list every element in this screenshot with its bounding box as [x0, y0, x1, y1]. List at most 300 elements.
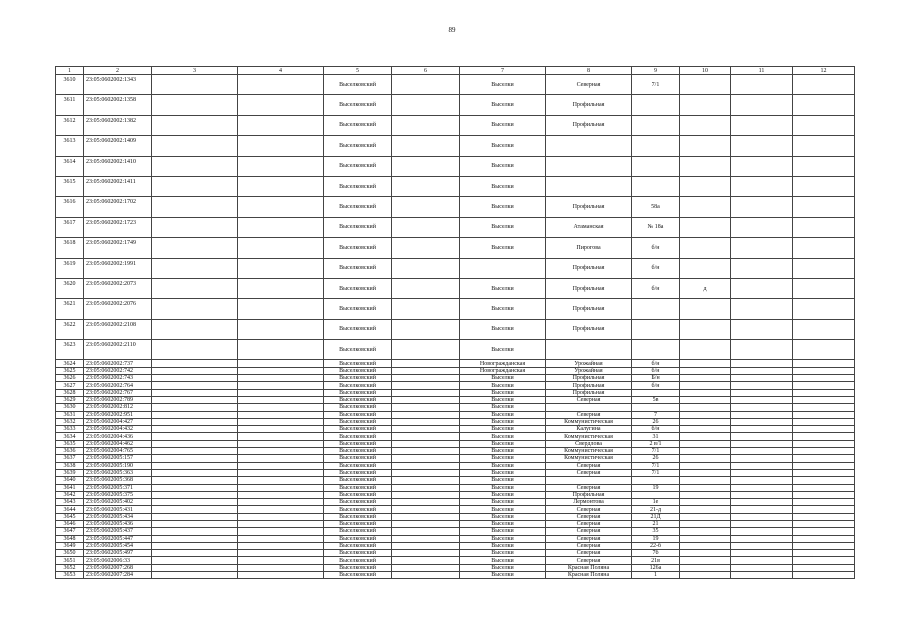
table-row-col-5: Выселковский [324, 528, 392, 535]
table-row-col-10 [680, 484, 731, 491]
table-row-col-5: Выселковский [324, 513, 392, 520]
table-row-col-5: Выселковский [324, 542, 392, 549]
table-row-col-10 [680, 418, 731, 425]
table-row-col-2: 23:05:0602002:1343 [84, 75, 152, 95]
table-row-col-6 [392, 506, 460, 513]
table-row-col-7: Выселки [460, 411, 546, 418]
table-row-col-3 [152, 557, 238, 564]
table-row-col-1: 3628 [56, 389, 84, 396]
table-row-col-9: 7/1 [632, 448, 680, 455]
table-row-col-10 [680, 433, 731, 440]
table-row-col-8: Северная [546, 557, 632, 564]
table-row-col-11 [731, 550, 793, 557]
table-row-col-8: Коммунистическая [546, 455, 632, 462]
table-row-col-1: 3643 [56, 499, 84, 506]
table-row-col-9: 21в [632, 557, 680, 564]
table-row-col-10 [680, 217, 731, 237]
table-row-col-1: 3641 [56, 484, 84, 491]
table-row-col-1: 3640 [56, 477, 84, 484]
table-row [56, 238, 855, 258]
table-row-col-2: 23:05:0602004:427 [84, 418, 152, 425]
header-row-col-10: 10 [680, 67, 731, 75]
table-row-col-5: Выселковский [324, 95, 392, 115]
table-row-col-8 [546, 340, 632, 360]
table-row-col-5: Выселковский [324, 557, 392, 564]
table-row-col-5: Выселковский [324, 340, 392, 360]
table-row-col-10 [680, 469, 731, 476]
table-row-col-3 [152, 448, 238, 455]
table-row-col-4 [238, 411, 324, 418]
table-row-col-8: Профильная [546, 197, 632, 217]
table-row-col-4 [238, 360, 324, 367]
table-row-col-1: 3633 [56, 426, 84, 433]
table-row-col-7: Выселки [460, 513, 546, 520]
table-row-col-1: 3649 [56, 542, 84, 549]
table-row-col-11 [731, 433, 793, 440]
table-row-col-1: 3644 [56, 506, 84, 513]
table-row-col-5: Выселковский [324, 156, 392, 176]
table-row-col-12 [793, 217, 855, 237]
table-row-col-4 [238, 499, 324, 506]
table-row-col-2: 23:05:0602002:742 [84, 367, 152, 374]
table-row-col-9: б/н [632, 367, 680, 374]
table-row-col-4 [238, 217, 324, 237]
table-row-col-12 [793, 462, 855, 469]
table-row-col-10 [680, 340, 731, 360]
table-row [56, 550, 855, 557]
table-row-col-6 [392, 550, 460, 557]
table-row-col-1: 3614 [56, 156, 84, 176]
table-row-col-1: 3648 [56, 535, 84, 542]
table-row-col-6 [392, 197, 460, 217]
table-row-col-5: Выселковский [324, 176, 392, 196]
table-row-col-7: Выселки [460, 156, 546, 176]
table-row-col-9: 1 [632, 572, 680, 579]
table-row-col-4 [238, 521, 324, 528]
table-row-col-3 [152, 572, 238, 579]
table-row-col-2: 23:05:0602002:1411 [84, 176, 152, 196]
table-row-col-2: 23:05:0602002:1991 [84, 258, 152, 278]
table-row-col-9: б/н [632, 426, 680, 433]
table-row-col-6 [392, 499, 460, 506]
table-row-col-12 [793, 557, 855, 564]
table-row [56, 115, 855, 135]
table-row-col-8: Профильная [546, 375, 632, 382]
table-row-col-12 [793, 340, 855, 360]
table-row-col-5: Выселковский [324, 258, 392, 278]
table-row-col-3 [152, 367, 238, 374]
table-row-col-1: 3647 [56, 528, 84, 535]
table-row-col-5: Выселковский [324, 564, 392, 571]
table-row-col-6 [392, 513, 460, 520]
table-row-col-1: 3635 [56, 440, 84, 447]
table-row-col-10 [680, 542, 731, 549]
table-row-col-6 [392, 426, 460, 433]
table-row-col-12 [793, 418, 855, 425]
table-row-col-11 [731, 340, 793, 360]
table-row-col-8 [546, 156, 632, 176]
table-row-col-11 [731, 404, 793, 411]
table-row-col-9: б/н [632, 360, 680, 367]
table-row [56, 278, 855, 298]
table-row [56, 418, 855, 425]
table-row-col-8: Северная [546, 550, 632, 557]
table-row-col-6 [392, 484, 460, 491]
table-row-col-3 [152, 462, 238, 469]
table-row-col-9 [632, 389, 680, 396]
table-row-col-8 [546, 404, 632, 411]
table-row-col-12 [793, 360, 855, 367]
table-row-col-10 [680, 258, 731, 278]
table-row-col-8: Северная [546, 535, 632, 542]
table-row-col-1: 3626 [56, 375, 84, 382]
table-row-col-9 [632, 299, 680, 319]
table-row-col-1: 3653 [56, 572, 84, 579]
table-row-col-3 [152, 115, 238, 135]
table-row-col-10 [680, 396, 731, 403]
table-row-col-9: б/н [632, 238, 680, 258]
table-row-col-1: 3618 [56, 238, 84, 258]
table-row-col-9 [632, 176, 680, 196]
table-row-col-10 [680, 550, 731, 557]
table-row-col-2: 23:05:0602004:436 [84, 433, 152, 440]
table-row-col-4 [238, 389, 324, 396]
table-row-col-8 [546, 136, 632, 156]
table-row-col-10 [680, 389, 731, 396]
table-row-col-9: 2 в/1 [632, 440, 680, 447]
header-row-col-2: 2 [84, 67, 152, 75]
table-row-col-8: Профильная [546, 115, 632, 135]
table-row [56, 176, 855, 196]
table-row-col-12 [793, 238, 855, 258]
table-row-col-12 [793, 389, 855, 396]
table-row-col-8: Северная [546, 528, 632, 535]
table-row-col-4 [238, 278, 324, 298]
table-row [56, 564, 855, 571]
table-row-col-7: Выселки [460, 217, 546, 237]
table-row-col-10 [680, 491, 731, 498]
table-row-col-10 [680, 95, 731, 115]
table-row-col-12 [793, 197, 855, 217]
table-row-col-7: Выселки [460, 382, 546, 389]
table-row-col-4 [238, 382, 324, 389]
table-row-col-4 [238, 491, 324, 498]
table-row-col-11 [731, 278, 793, 298]
table-row-col-2: 23:05:0602005:402 [84, 499, 152, 506]
table-row [56, 506, 855, 513]
table-row-col-6 [392, 367, 460, 374]
table-row-col-10 [680, 238, 731, 258]
table-row-col-9: б/н [632, 278, 680, 298]
table-row-col-9 [632, 340, 680, 360]
table-row-col-8 [546, 477, 632, 484]
table-row-col-10 [680, 299, 731, 319]
table-row-col-10 [680, 176, 731, 196]
table-row [56, 396, 855, 403]
table-row-col-8: Профильная [546, 319, 632, 339]
table-row-col-10 [680, 367, 731, 374]
table-row-col-12 [793, 477, 855, 484]
table-row-col-9: 19 [632, 535, 680, 542]
table-row [56, 411, 855, 418]
table-row-col-12 [793, 382, 855, 389]
table-row [56, 469, 855, 476]
table-row-col-9: 22-б [632, 542, 680, 549]
table-row-col-10 [680, 564, 731, 571]
table-row-col-7: Выселки [460, 278, 546, 298]
table-row-col-5: Выселковский [324, 469, 392, 476]
table-row-col-5: Выселковский [324, 367, 392, 374]
table-row-col-5: Выселковский [324, 75, 392, 95]
table-row-col-6 [392, 217, 460, 237]
table-row-col-9: 35 [632, 528, 680, 535]
table-row-col-11 [731, 521, 793, 528]
table-row-col-5: Выселковский [324, 411, 392, 418]
table-row-col-7: Выселки [460, 95, 546, 115]
table-row-col-4 [238, 426, 324, 433]
table-row-col-9: 7/1 [632, 469, 680, 476]
table-row-col-2: 23:05:0602004:765 [84, 448, 152, 455]
table-row-col-6 [392, 375, 460, 382]
table-row-col-5: Выселковский [324, 484, 392, 491]
table-row-col-12 [793, 156, 855, 176]
table-row-col-1: 3624 [56, 360, 84, 367]
table-row-col-7: Выселки [460, 418, 546, 425]
table-row-col-8: Северная [546, 513, 632, 520]
table-row-col-5: Выселковский [324, 491, 392, 498]
table-row-col-1: 3631 [56, 411, 84, 418]
table-row [56, 197, 855, 217]
table-row-col-11 [731, 572, 793, 579]
table-row-col-5: Выселковский [324, 426, 392, 433]
table-row-col-5: Выселковский [324, 396, 392, 403]
table-row-col-6 [392, 136, 460, 156]
table-row-col-3 [152, 513, 238, 520]
table-row-col-10 [680, 156, 731, 176]
table-row-col-7 [460, 258, 546, 278]
table-row-col-7: Выселки [460, 491, 546, 498]
table-row-col-3 [152, 389, 238, 396]
table-row-col-5: Выселковский [324, 375, 392, 382]
table-row-col-6 [392, 469, 460, 476]
table-row-col-3 [152, 382, 238, 389]
table-row-col-11 [731, 542, 793, 549]
table-row-col-2: 23:05:0602002:2108 [84, 319, 152, 339]
header-row-col-5: 5 [324, 67, 392, 75]
table-row [56, 499, 855, 506]
table-row-col-2: 23:05:0602007:268 [84, 564, 152, 571]
table-row-col-12 [793, 115, 855, 135]
table-row-col-5: Выселковский [324, 521, 392, 528]
table-row-col-6 [392, 521, 460, 528]
table-row-col-5: Выселковский [324, 382, 392, 389]
table-row-col-5: Выселковский [324, 572, 392, 579]
table-row-col-7: Выселки [460, 448, 546, 455]
table-row-col-11 [731, 95, 793, 115]
table-row-col-8: Профильная [546, 389, 632, 396]
table-row-col-11 [731, 506, 793, 513]
table-row-col-1: 3622 [56, 319, 84, 339]
table-row-col-8: Свердлова [546, 440, 632, 447]
register-table-body [56, 67, 855, 579]
table-row-col-8: Северная [546, 411, 632, 418]
table-row-col-10 [680, 375, 731, 382]
table-row-col-11 [731, 396, 793, 403]
table-row-col-2: 23:05:0602005:363 [84, 469, 152, 476]
table-row-col-3 [152, 217, 238, 237]
table-row-col-6 [392, 535, 460, 542]
table-row-col-2: 23:05:0602004:462 [84, 440, 152, 447]
header-row-col-8: 8 [546, 67, 632, 75]
table-row [56, 156, 855, 176]
table-row-col-6 [392, 491, 460, 498]
table-row-col-10 [680, 440, 731, 447]
table-row [56, 75, 855, 95]
table-row-col-12 [793, 535, 855, 542]
table-row-col-9: 21Д [632, 513, 680, 520]
table-row-col-4 [238, 448, 324, 455]
table-row-col-10 [680, 528, 731, 535]
table-row-col-9 [632, 136, 680, 156]
table-row-col-3 [152, 535, 238, 542]
table-row-col-7: Выселки [460, 75, 546, 95]
table-row-col-11 [731, 197, 793, 217]
table-row-col-7: Выселки [460, 542, 546, 549]
table-row-col-8: Лермонтова [546, 499, 632, 506]
table-row-col-12 [793, 396, 855, 403]
table-row-col-12 [793, 550, 855, 557]
table-row [56, 217, 855, 237]
table-row-col-8: Профильная [546, 382, 632, 389]
table-row-col-8: Северная [546, 506, 632, 513]
table-row-col-9: 26 [632, 418, 680, 425]
table-row-col-5: Выселковский [324, 477, 392, 484]
table-row-col-3 [152, 542, 238, 549]
table-row-col-4 [238, 75, 324, 95]
table-row-col-1: 3625 [56, 367, 84, 374]
table-row-col-7: Выселки [460, 426, 546, 433]
table-row-col-3 [152, 340, 238, 360]
table-row-col-4 [238, 433, 324, 440]
table-row-col-5: Выселковский [324, 217, 392, 237]
table-row-col-11 [731, 375, 793, 382]
table-row-col-5: Выселковский [324, 197, 392, 217]
table-row-col-8: Атаманская [546, 217, 632, 237]
table-row-col-12 [793, 469, 855, 476]
page-number: 89 [448, 26, 456, 34]
table-row-col-3 [152, 197, 238, 217]
table-row-col-1: 3636 [56, 448, 84, 455]
register-table [55, 66, 855, 579]
table-row [56, 513, 855, 520]
table-row-col-4 [238, 396, 324, 403]
table-row-col-7: Новогражданская [460, 367, 546, 374]
table-row-col-7: Выселки [460, 319, 546, 339]
table-row-col-5: Выселковский [324, 499, 392, 506]
table-row-col-7: Выселки [460, 340, 546, 360]
table-row-col-4 [238, 572, 324, 579]
table-row-col-3 [152, 136, 238, 156]
table-row [56, 426, 855, 433]
table-row-col-4 [238, 340, 324, 360]
table-row-col-12 [793, 375, 855, 382]
table-row-col-4 [238, 367, 324, 374]
table-row [56, 382, 855, 389]
table-row-col-12 [793, 95, 855, 115]
table-row-col-1: 3616 [56, 197, 84, 217]
table-row-col-11 [731, 156, 793, 176]
table-row-col-6 [392, 404, 460, 411]
table-row-col-6 [392, 572, 460, 579]
table-row-col-3 [152, 238, 238, 258]
table-row-col-6 [392, 528, 460, 535]
table-row-col-3 [152, 156, 238, 176]
table-row [56, 535, 855, 542]
table-row-col-2: 23:05:0602002:951 [84, 411, 152, 418]
table-row [56, 521, 855, 528]
table-row-col-7: Выселки [460, 433, 546, 440]
table-row-col-7: Выселки [460, 469, 546, 476]
table-row-col-10 [680, 513, 731, 520]
table-row-col-8: Урожайная [546, 367, 632, 374]
table-row-col-4 [238, 484, 324, 491]
table-row-col-9 [632, 115, 680, 135]
table-row-col-10 [680, 557, 731, 564]
table-row-col-11 [731, 75, 793, 95]
table-row-col-10 [680, 360, 731, 367]
table-row-col-12 [793, 278, 855, 298]
table-row-col-7: Выселки [460, 136, 546, 156]
table-row-col-2: 23:05:0602005:371 [84, 484, 152, 491]
table-row-col-5: Выселковский [324, 319, 392, 339]
table-row-col-2: 23:05:0602005:436 [84, 521, 152, 528]
table-row-col-4 [238, 462, 324, 469]
table-row-col-1: 3627 [56, 382, 84, 389]
table-row-col-9: 7б [632, 550, 680, 557]
table-row-col-9: б/н [632, 258, 680, 278]
table-row-col-7: Новогражданская [460, 360, 546, 367]
table-row-col-6 [392, 477, 460, 484]
table-row-col-4 [238, 557, 324, 564]
table-row-col-11 [731, 462, 793, 469]
header-row [56, 67, 855, 75]
table-row-col-10 [680, 404, 731, 411]
table-row-col-9: Б/н [632, 375, 680, 382]
table-row-col-12 [793, 176, 855, 196]
table-row-col-11 [731, 448, 793, 455]
table-row-col-2: 23:05:0602004:432 [84, 426, 152, 433]
table-row-col-10 [680, 136, 731, 156]
table-row-col-3 [152, 258, 238, 278]
table-row-col-6 [392, 557, 460, 564]
table-row-col-7: Выселки [460, 404, 546, 411]
table-row-col-7: Выселки [460, 389, 546, 396]
table-row-col-11 [731, 455, 793, 462]
table-row-col-8: Профильная [546, 278, 632, 298]
table-row-col-1: 3629 [56, 396, 84, 403]
table-row-col-7: Выселки [460, 535, 546, 542]
table-row-col-9: 7/1 [632, 75, 680, 95]
table-row-col-4 [238, 513, 324, 520]
table-row-col-2: 23:05:0602002:2076 [84, 299, 152, 319]
table-row-col-3 [152, 491, 238, 498]
table-row-col-11 [731, 513, 793, 520]
table-row-col-11 [731, 115, 793, 135]
table-row-col-2: 23:05:0602006:33 [84, 557, 152, 564]
table-row-col-12 [793, 75, 855, 95]
table-row-col-5: Выселковский [324, 462, 392, 469]
table-row [56, 448, 855, 455]
